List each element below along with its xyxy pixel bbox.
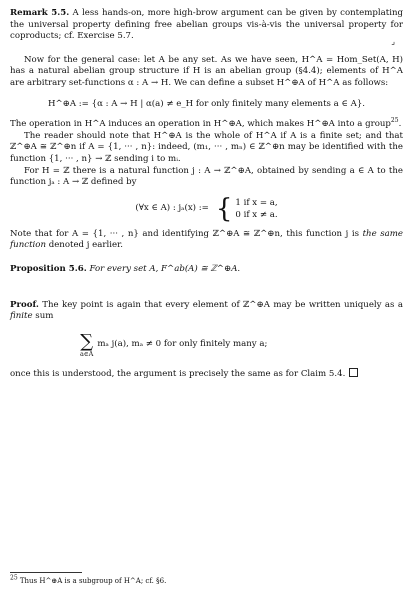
proof-text-b: sum	[32, 311, 54, 322]
note-emphasis: the same function	[10, 228, 404, 251]
operation-paragraph: The operation in H^A induces an operation in H^⊕A, which makes H^⊕A into a group$^{25}$.	[10, 117, 402, 130]
footnote-number: 25	[10, 574, 18, 582]
proof-paragraph	[10, 300, 403, 323]
sum-operator	[80, 330, 94, 358]
conclusion-paragraph	[10, 368, 403, 381]
natural-function-paragraph: For H = ℤ there is a natural function j : A → ℤ^⊕A, obtained by sending a ∈ A to the function jₐ : A → ℤ defined by	[10, 165, 403, 188]
note-text-a: Note that for A = {1, ··· , n} and identifying ℤ^⊕A ≅ ℤ^⊕n, this function j is	[10, 228, 363, 239]
cases-lines	[235, 197, 277, 221]
proposition-paragraph	[10, 264, 403, 276]
remark-label: Remark 5.5.	[10, 8, 70, 18]
footnote-rule	[10, 572, 82, 573]
footnote	[10, 574, 167, 586]
proof-emphasis: finite	[10, 311, 33, 322]
remark-text: A less hands-on, more high-brow argument can be given by contemplating the universal property defining free abelian groups vis-à-vis the universal property for coproducts; cf. Exercise 5.7.	[10, 8, 403, 42]
case-line-2: 0 if x ≠ a.	[235, 209, 278, 220]
general-case-paragraph: Now for the general case: let A be any set. As we have seen, H^A = Hom_Set(A, H) has a natural abelian group structure if H is an abelian group (§4.4); elements of H^A are arbitrary set-functions α : A → H. We can define a subset H^⊕A of H^A as follows:	[10, 54, 403, 88]
footnote-text: Thus H^⊕A is a subgroup of H^A; cf. §6.	[19, 577, 167, 585]
footnote-mark: 25	[390, 117, 399, 125]
remark-paragraph	[10, 8, 403, 43]
sum-subscript: a∈A	[80, 349, 94, 358]
cases-display	[10, 193, 403, 224]
page-body	[10, 8, 403, 380]
proof-label: Proof.	[10, 299, 39, 310]
finite-set-paragraph: The reader should note that H^⊕A is the whole of H^A if A is a finite set; and that ℤ^⊕A ≅ ℤ^⊕n if A = {1, ··· , n}: indeed, (m₁, ··· , mₙ) ∈ ℤ^⊕n may be identified with the function {1, ··· , n} → ℤ sending i to mᵢ.	[10, 130, 403, 164]
sigma-symbol: ∑	[80, 330, 94, 352]
conclusion-text: once this is understood, the argument is precisely the same as for Claim 5.4.	[10, 368, 346, 379]
definition-display: H^⊕A := {α : A → H | α(a) ≠ e_H for only finitely many elements a ∈ A}.	[47, 98, 366, 109]
note-text-b: denoted j earlier.	[45, 240, 123, 251]
remark-end-mark: ⌟	[391, 37, 395, 46]
qed-box	[349, 368, 358, 377]
note-paragraph	[10, 229, 403, 252]
case-line-1: 1 if x = a,	[235, 197, 278, 208]
operation-text: The operation in H^A induces an operation in H^⊕A, which makes H^⊕A into a group	[10, 119, 391, 130]
sum-body: mₐ j(a), mₐ ≠ 0 for only finitely many a;	[97, 339, 268, 350]
cases-lhs: (∀x ∈ A) : jₐ(x) :=	[135, 202, 209, 213]
proposition-text: For every set A, F^ab(A) ≅ ℤ^⊕A.	[89, 263, 241, 274]
proposition-label: Proposition 5.6.	[10, 263, 87, 274]
sum-display	[80, 330, 403, 358]
cases-brace: {	[215, 193, 233, 224]
proof-text-a: The key point is again that every element of ℤ^⊕A may be written uniquely as a	[42, 299, 403, 310]
